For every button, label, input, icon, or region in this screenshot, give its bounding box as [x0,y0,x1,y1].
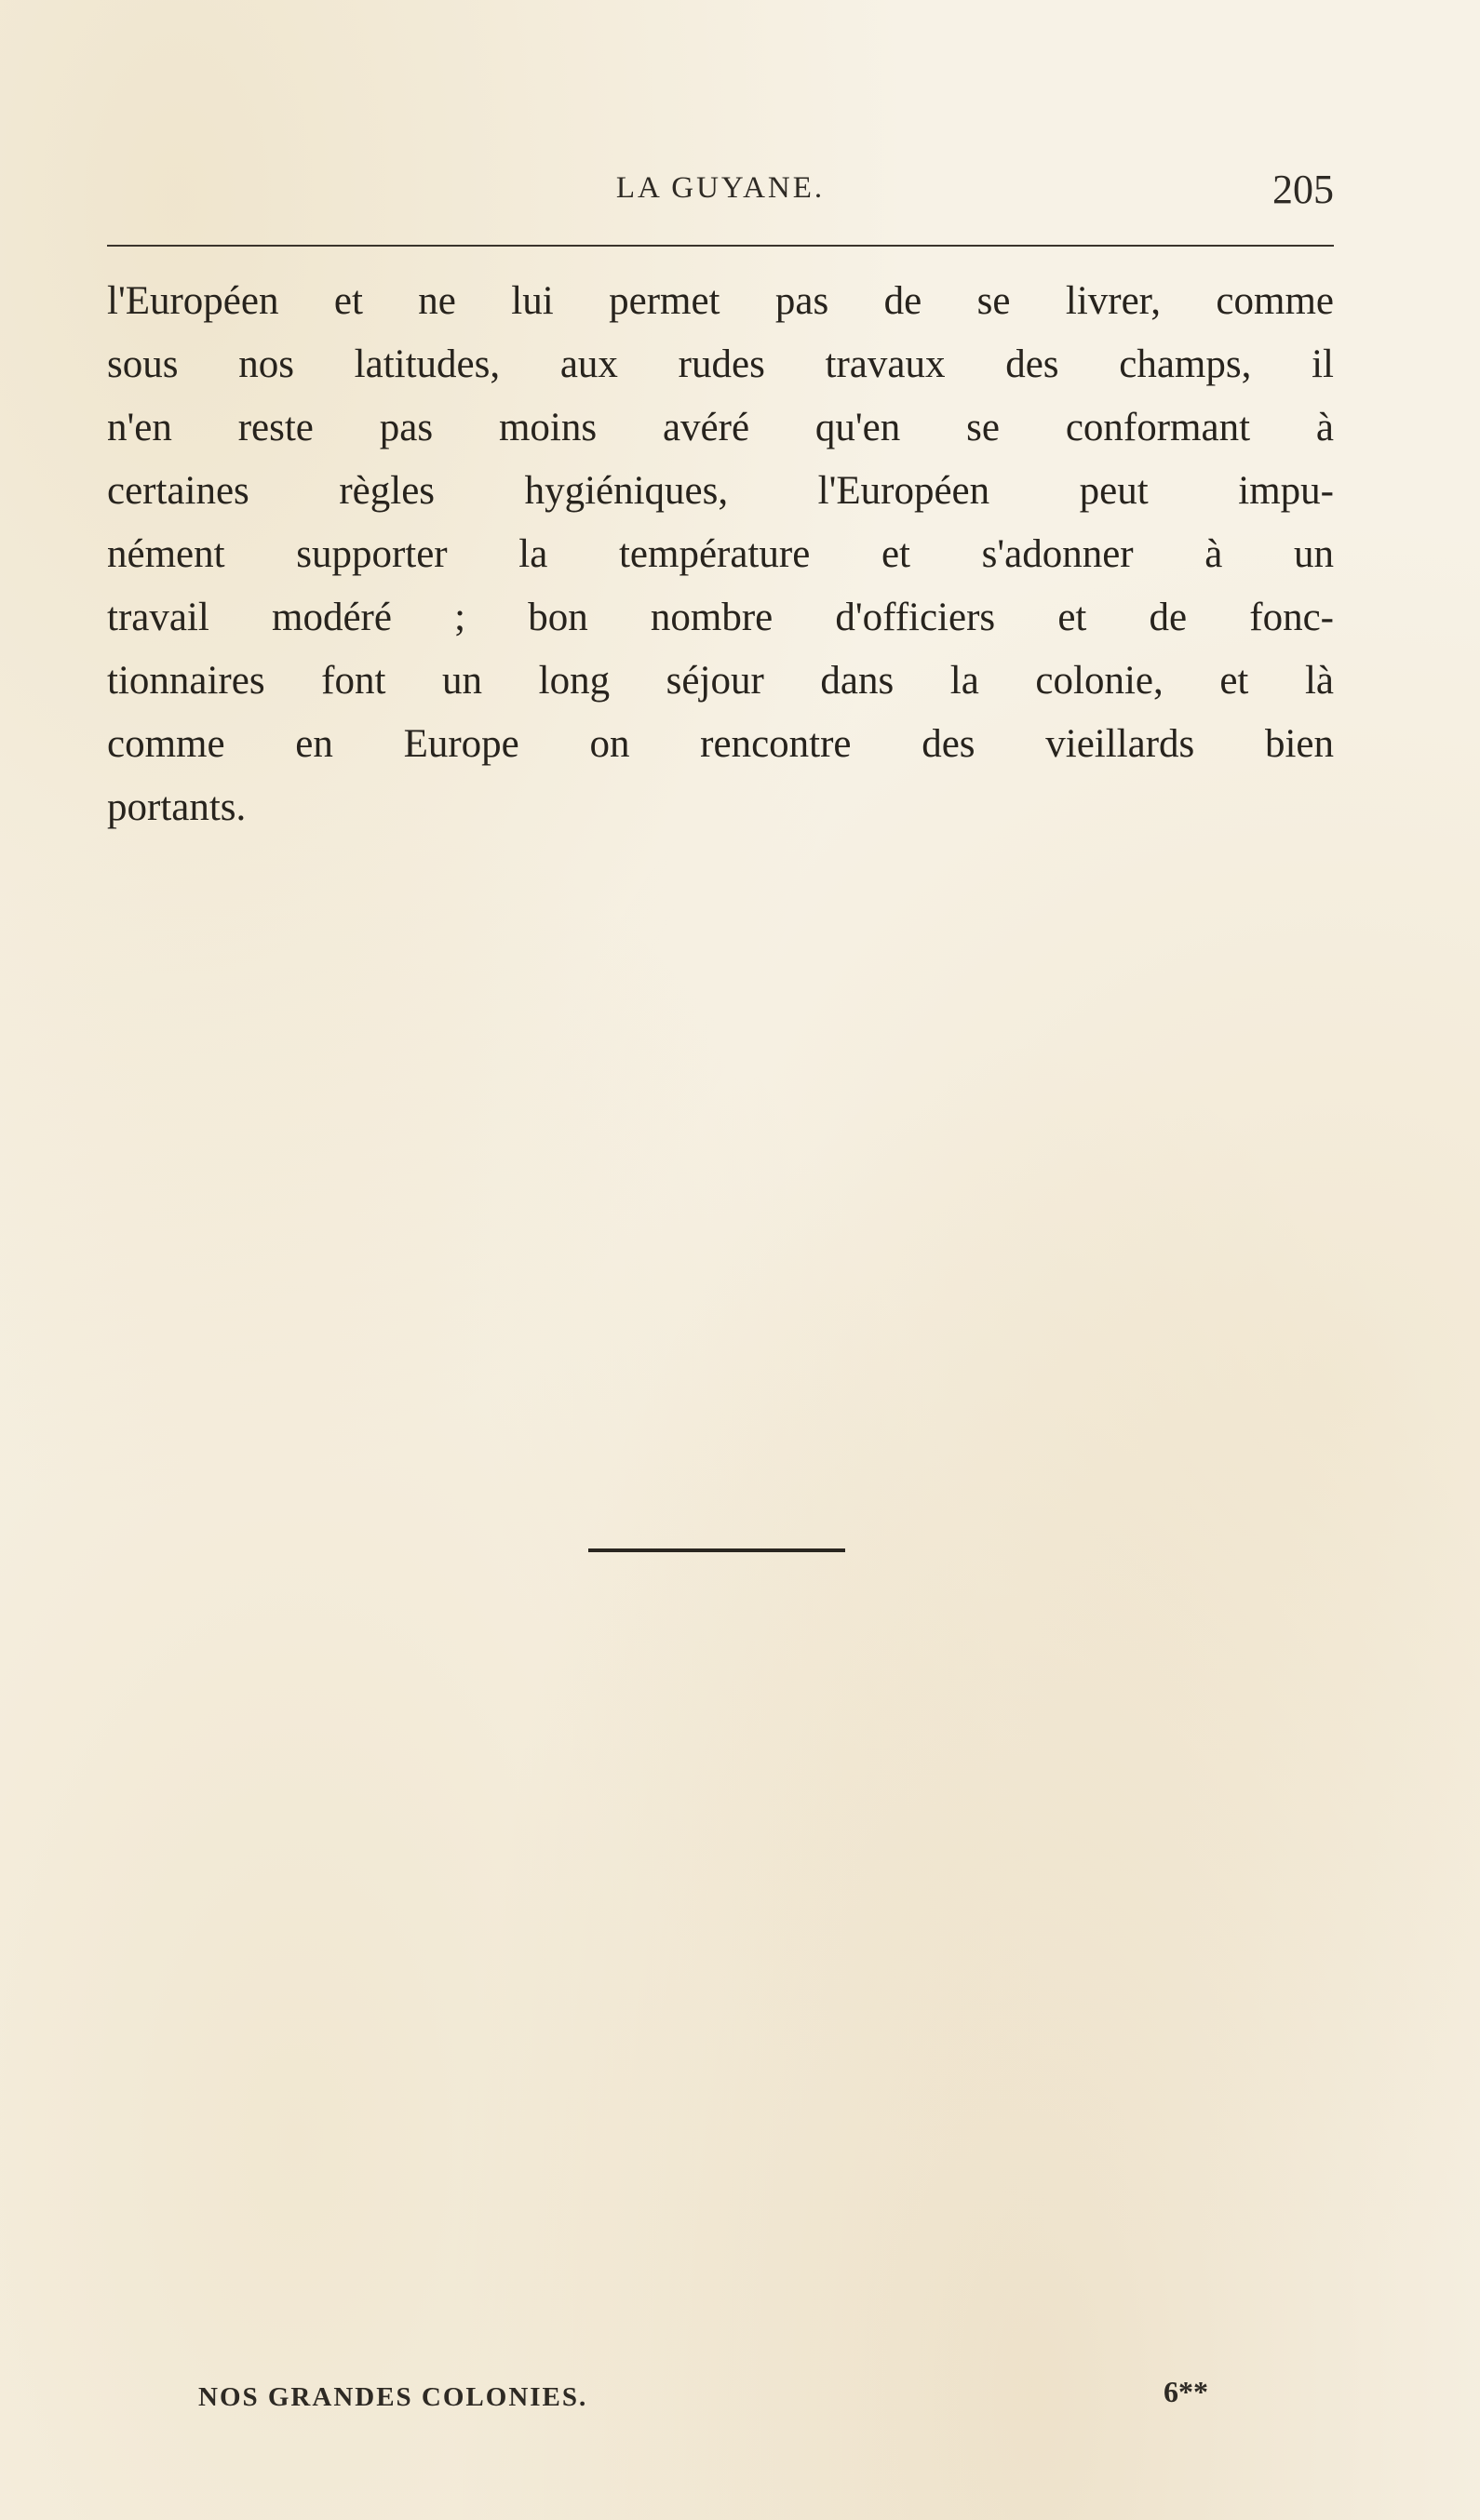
signature-title: NOS GRANDES COLONIES. [198,2382,588,2412]
text-line: tionnaires font un long séjour dans la colonie, et là [107,659,1334,703]
text-line: comme en Europe on rencontre des vieillards bien [107,722,1334,766]
running-title: LA GUYANE. [615,171,826,205]
signature-mark: 6** [1164,2375,1208,2408]
text-line: nément supporter la température et s'adonner à un [107,532,1334,576]
text-line: n'en reste pas moins avéré qu'en se conformant à [107,406,1334,449]
body-paragraph [107,270,1334,839]
page-number: 205 [1272,167,1334,212]
running-head [107,166,1334,221]
text-line: portants. [107,785,247,829]
text-line: l'Européen et ne lui permet pas de se livrer, comme [107,279,1334,323]
text-line: certaines règles hygiéniques, l'Européen peut impu- [107,469,1334,513]
header-rule [107,245,1334,247]
text-line: sous nos latitudes, aux rudes travaux des champs, il [107,342,1334,386]
text-line: travail modéré ; bon nombre d'officiers et de fonc- [107,596,1334,639]
section-end-rule [588,1548,845,1552]
